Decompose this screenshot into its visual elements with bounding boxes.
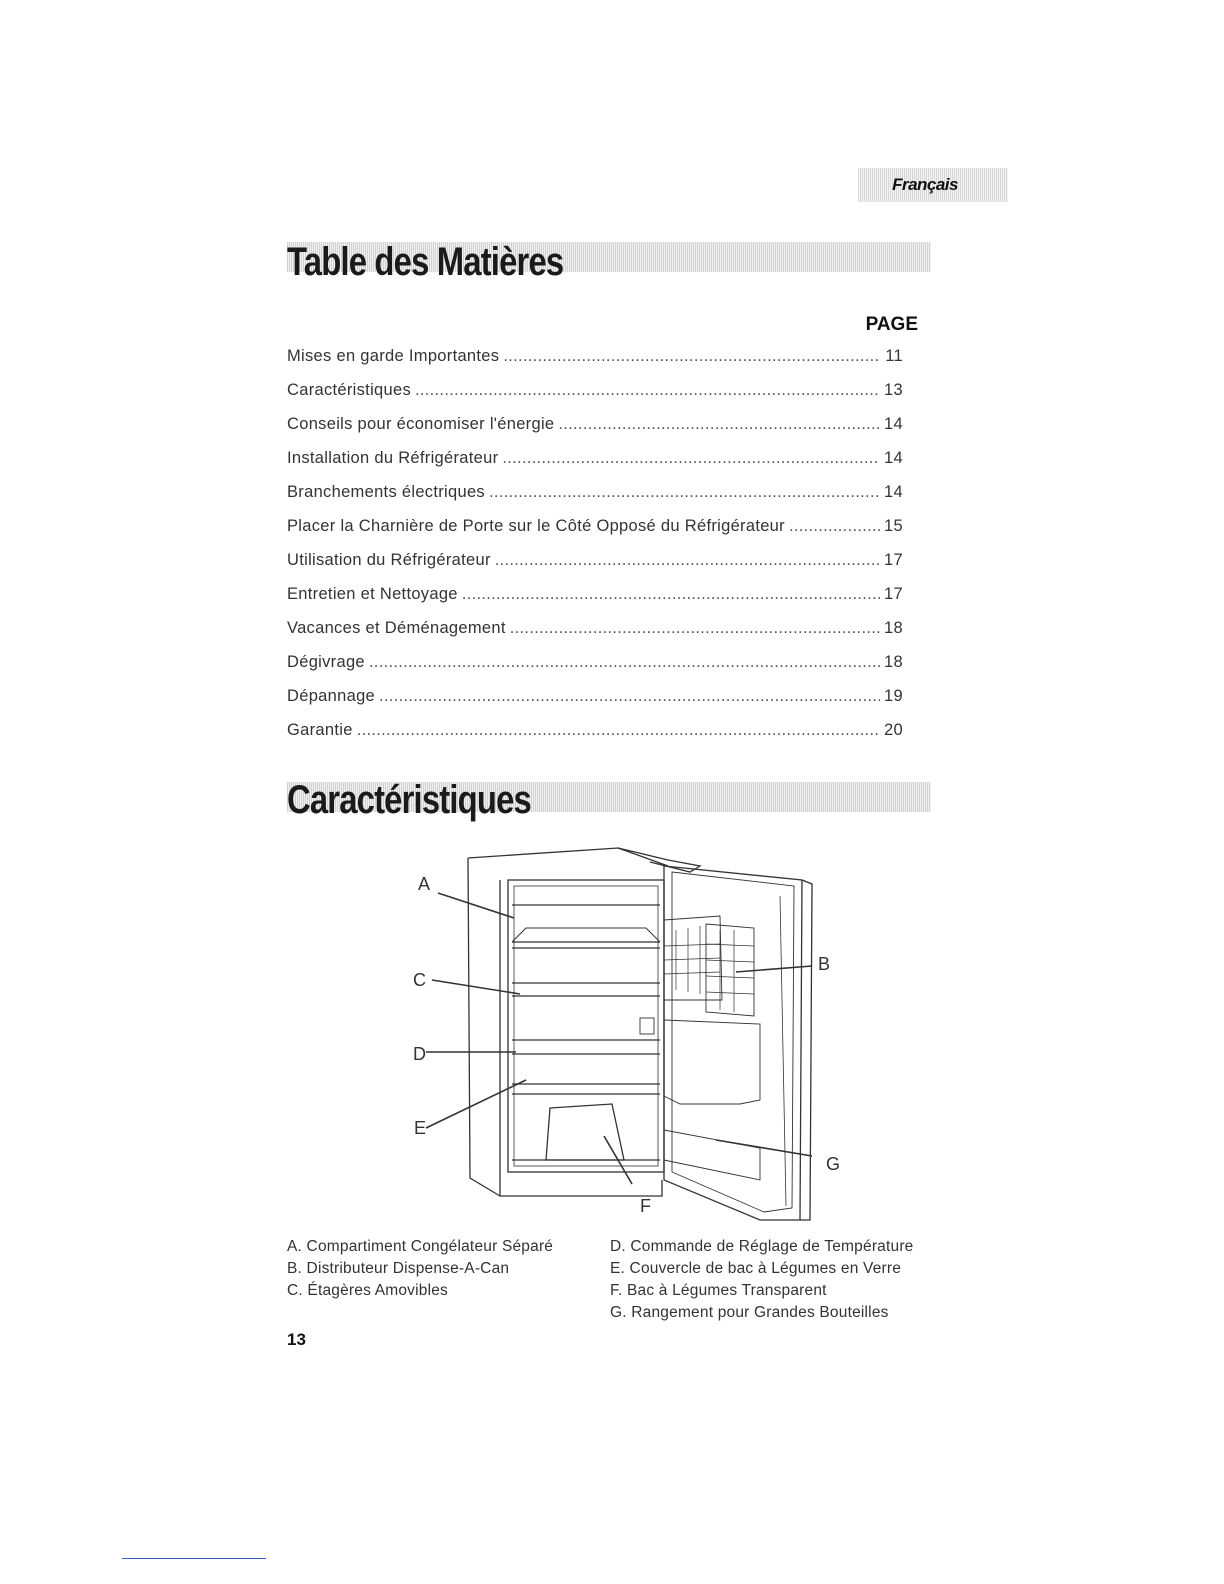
language-tab	[858, 168, 1008, 202]
toc-entry	[287, 449, 903, 483]
toc-entry-page: 11	[885, 347, 903, 365]
refrigerator-illustration	[400, 838, 860, 1228]
legend-item: A. Compartiment Congélateur Séparé	[287, 1238, 554, 1255]
legend-item: C. Étagères Amovibles	[287, 1282, 448, 1299]
toc-entry-page: 17	[884, 551, 903, 569]
toc-entry-title: Dégivrage	[287, 653, 365, 671]
callout-c: C	[413, 970, 426, 990]
legend-item: B. Distributeur Dispense-A-Can	[287, 1260, 510, 1277]
toc-leader	[789, 517, 880, 536]
toc-entry-page: 14	[884, 415, 903, 433]
toc-entry-page: 15	[884, 517, 903, 535]
toc-entry	[287, 687, 903, 721]
toc-title: Table des Matières	[287, 240, 564, 284]
toc-leader	[495, 551, 880, 570]
toc-entry-page: 13	[884, 381, 903, 399]
toc-entry	[287, 517, 903, 551]
footnote-rule	[122, 1558, 266, 1559]
toc-entry-title: Utilisation du Réfrigérateur	[287, 551, 491, 569]
toc-entry-page: 18	[884, 619, 903, 637]
toc-entry-title: Entretien et Nettoyage	[287, 585, 458, 603]
toc-entry-title: Garantie	[287, 721, 353, 739]
callout-a: A	[418, 874, 431, 894]
legend-left	[287, 1236, 553, 1302]
legend-item: F. Bac à Légumes Transparent	[610, 1282, 827, 1299]
toc-entry	[287, 415, 903, 449]
toc-entry-title: Dépannage	[287, 687, 376, 705]
toc-entry-page: 18	[884, 653, 903, 671]
toc-leader	[502, 449, 880, 468]
toc-entry	[287, 619, 903, 653]
toc-entry-title: Branchements électriques	[287, 483, 485, 501]
toc-entry-title: Placer la Charnière de Porte sur le Côté Opposé du Réfrigérateur	[287, 517, 785, 535]
callout-e: E	[414, 1118, 427, 1138]
callout-b: B	[818, 954, 831, 974]
callout-d: D	[413, 1044, 426, 1064]
toc-entry	[287, 653, 903, 687]
toc-entry-title: Vacances et Déménagement	[287, 619, 506, 637]
toc-entry	[287, 483, 903, 517]
legend-item: E. Couvercle de bac à Légumes en Verre	[610, 1260, 902, 1277]
features-title: Caractéristiques	[287, 778, 531, 822]
toc-entry	[287, 381, 903, 415]
toc-entry-page: 20	[884, 721, 903, 739]
toc-leader	[357, 721, 880, 740]
toc-entry	[287, 721, 903, 755]
callout-f: F	[640, 1196, 651, 1216]
toc-entry-title: Mises en garde Importantes	[287, 347, 500, 365]
toc-entry	[287, 585, 903, 619]
toc-entry-page: 19	[884, 687, 903, 705]
toc-entry-title: Installation du Réfrigérateur	[287, 449, 499, 467]
callout-g: G	[826, 1154, 841, 1174]
toc-entry	[287, 347, 903, 381]
toc-entry-title: Conseils pour économiser l'énergie	[287, 415, 555, 433]
toc-entry	[287, 551, 903, 585]
toc-leader	[558, 415, 880, 434]
toc-leader	[379, 687, 880, 706]
legend-right	[610, 1236, 914, 1324]
toc-entry-page: 17	[884, 585, 903, 603]
toc-leader	[489, 483, 880, 502]
toc-leader	[369, 653, 880, 672]
toc-entry-page: 14	[884, 449, 903, 467]
language-tab-label: Français	[892, 175, 958, 194]
page-number: 13	[287, 1330, 306, 1349]
toc-leader	[462, 585, 880, 604]
toc-leader	[415, 381, 880, 400]
table-of-contents	[287, 347, 903, 755]
toc-entry-page: 14	[884, 483, 903, 501]
toc-leader	[510, 619, 880, 638]
legend-item: G. Rangement pour Grandes Bouteilles	[610, 1304, 889, 1321]
toc-page-heading: PAGE	[865, 314, 918, 335]
toc-entry-title: Caractéristiques	[287, 381, 412, 399]
legend-item: D. Commande de Réglage de Température	[610, 1238, 914, 1255]
toc-leader	[503, 347, 881, 366]
